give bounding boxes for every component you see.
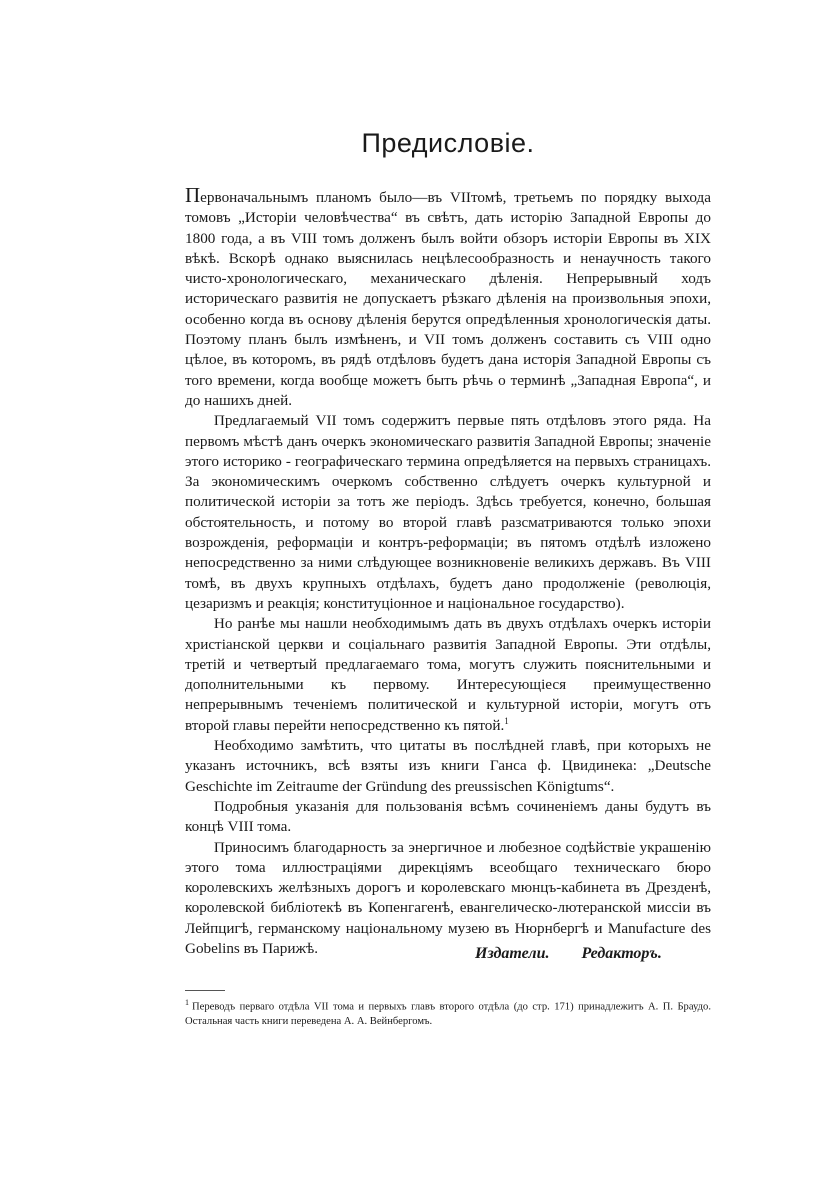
footnote-marker: 1 xyxy=(185,998,189,1007)
footnote-text: Переводъ перваго отдѣла VII тома и первыхъ главъ второго отдѣла (до стр. 171) принадлежитъ А. П. Браудо. Остальная часть книги переведена А. А. Вейнбергомъ. xyxy=(185,1001,711,1027)
paragraph-5: Подробныя указанія для пользованія всѣмъ сочиненіемъ даны будутъ въ концѣ VIII тома. xyxy=(185,797,711,836)
footnote xyxy=(185,996,711,1029)
page-title: Предисловіе. xyxy=(361,128,535,158)
paragraph-4: Необходимо замѣтить, что цитаты въ послѣдней главѣ, при которыхъ не указанъ источникъ, всѣ взяты изъ книги Ганса ф. Цвидинека: „Deutsche Geschichte im Zeitraume der Gründung des preussischen Königtums“. xyxy=(185,737,711,795)
preface-body xyxy=(185,185,711,959)
paragraph-2: Предлагаемый VII томъ содержитъ первые пять отдѣловъ этого ряда. На первомъ мѣстѣ данъ очеркъ экономическаго развитія Западной Европы; значеніе этого историко - географическаго термина опредѣляется на первыхъ страницахъ. За экономическимъ очеркомъ собственно слѣдуетъ очеркъ культурной и политической исторіи за тотъ же періодъ. Здѣсь требуется, конечно, большая обстоятельность, и потому во второй главѣ разсматриваются только эпохи возрожденія, реформаціи и контръ-реформаціи; въ пятомъ отдѣлѣ изложено непосредственно за ними слѣдующее возникновеніе великихъ державъ. Въ VIII томѣ, въ двухъ крупныхъ отдѣлахъ, будетъ дано продолженіе (революція, цезаризмъ и реакція; конституціонное и національное государство). xyxy=(185,412,711,612)
footnote-reference: 1 xyxy=(504,715,509,726)
paragraph-3 xyxy=(185,614,711,736)
signature: Издатели. Редакторъ. xyxy=(475,945,662,962)
paragraph-3-text: Но ранѣе мы нашли необходимымъ дать въ двухъ отдѣлахъ очеркъ исторіи христіанской церкви и соціальнаго развитія Западной Европы. Эти отдѣлы, третій и четвертый предлагаемаго тома, могутъ служить пояснительными и дополнительными къ первому. Интересующіеся преимущественно непрерывнымъ теченіемъ политической и культурной исторіи, могутъ отъ второй главы перейти непосредственно къ пятой. xyxy=(185,615,711,734)
paragraph-6: Приносимъ благодарность за энергичное и любезное содѣйствіе украшенію этого тома иллюстраціями дирекціямъ всеобщаго техническаго бюро королевскихъ желѣзныхъ дорогъ и королевскаго мюнцъ-кабинета въ Дрезденѣ, королевской библіотекѣ въ Копенгагенѣ, евангелическо-лютеранской миссіи въ Лейпцигѣ, германскому національному музею въ Нюрнбергѣ и Manufacture des Gobelins въ Парижѣ. xyxy=(185,838,711,957)
footnote-divider xyxy=(185,990,225,991)
paragraph-1: Первоначальнымъ планомъ было—въ VIIтомѣ, третьемъ по порядку выхода томовъ „Исторіи человѣчества“ въ свѣтъ, дать исторію Западной Европы до 1800 года, а въ VIII томъ долженъ былъ войти обзоръ исторіи Европы въ XIX вѣкѣ. Вскорѣ однако выяснилась нецѣлесообразность и ненаучность такого чисто-хронологическаго, механическаго дѣленія. Непрерывный ходъ историческаго развитія не допускаетъ рѣзкаго дѣленія на произвольныя эпохи, особенно когда въ основу дѣленія берутся опредѣленныя хронологическія даты. Поэтому планъ былъ измѣненъ, и VII томъ долженъ составить съ VIII одно цѣлое, въ которомъ, въ рядѣ отдѣловъ будетъ дана исторія Западной Европы съ того времени, когда вообще можетъ быть рѣчь о терминѣ „Западная Европа“, и до нашихъ дней. xyxy=(185,183,711,409)
